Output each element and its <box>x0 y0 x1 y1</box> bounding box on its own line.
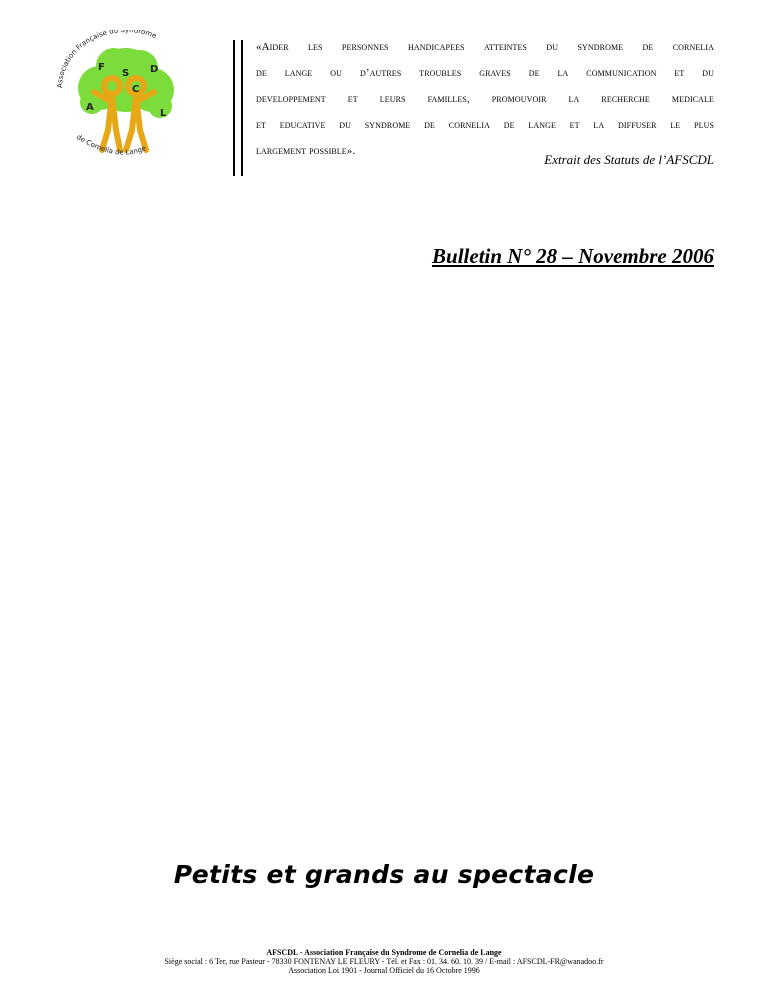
svg-text:F: F <box>98 62 105 73</box>
svg-text:L: L <box>160 108 167 119</box>
logo-arc-top-text: Association Française du Syndrome <box>55 30 158 89</box>
tree-logo-icon <box>40 30 210 180</box>
svg-text:C: C <box>132 84 140 95</box>
logo-arc-bottom-text: de Cornelia de Lange <box>75 132 148 157</box>
quote-line: et educative du syndrome de cornelia de lange et la diffuser le plus <box>256 119 714 131</box>
quote-line: de lange ou d’autres troubles graves de la communication et du <box>256 67 714 79</box>
footer-legal: Association Loi 1901 - Journal Officiel du 16 Octobre 1996 <box>288 966 480 975</box>
statutes-quote <box>256 34 714 164</box>
page-headline: Petits et grands au spectacle <box>173 860 595 889</box>
quote-line: «Aider les personnes handicapees atteintes du syndrome de cornelia <box>256 41 714 53</box>
footer-org: AFSCDL - Association Française du Syndrome de Cornelia de Lange <box>266 948 502 957</box>
afscdl-logo <box>40 30 210 180</box>
footer-address: Siège social : 6 Ter, rue Pasteur - 78330 FONTENAY LE FLEURY - Tél. et Fax : 01. 34. 60. 10. 39 / E-mail : AFSCDL-FR@wanadoo.fr <box>164 957 604 966</box>
page-footer <box>0 948 768 975</box>
bulletin-title: Bulletin N° 28 – Novembre 2006 <box>432 244 714 268</box>
svg-text:S: S <box>122 68 130 79</box>
quote-source: Extrait des Statuts de l’AFSCDL <box>544 152 714 167</box>
vertical-double-rule <box>233 40 243 176</box>
svg-text:D: D <box>150 64 159 75</box>
quote-line: largement possible». <box>256 145 356 157</box>
quote-line: developpement et leurs familles, promouvoir la recherche medicale <box>256 93 714 105</box>
svg-text:A: A <box>86 102 94 113</box>
